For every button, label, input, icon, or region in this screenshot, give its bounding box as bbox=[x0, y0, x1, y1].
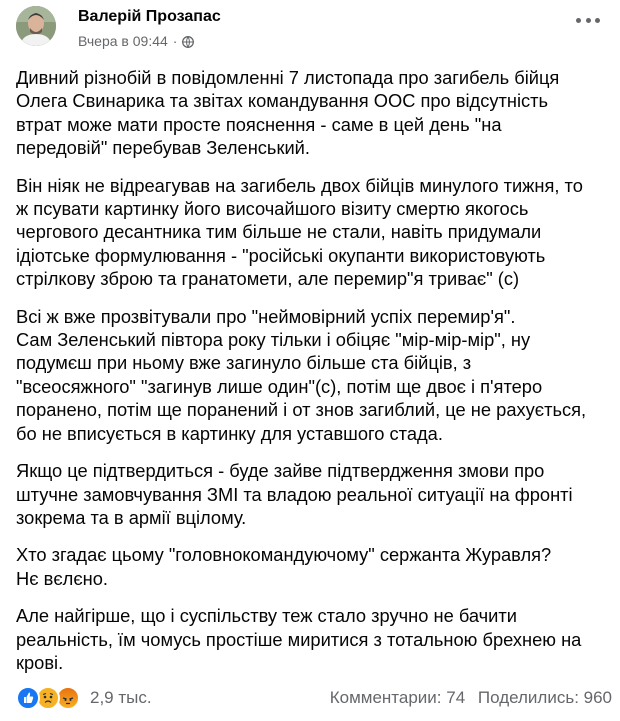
post-paragraph: Хто згадає цьому "головнокомандуючому" сержанта Журавля? Нє вєлєно. bbox=[16, 544, 552, 589]
meta-separator: · bbox=[172, 33, 178, 49]
more-options-icon[interactable] bbox=[576, 14, 600, 26]
globe-icon[interactable] bbox=[182, 35, 194, 47]
post-text bbox=[16, 66, 612, 688]
post-stats bbox=[330, 688, 612, 708]
post-paragraph: Він ніяк не відреагував на загибель двох бійців минулого тижня, то ж псувати картинку його височайшого візиту смертю якогось чергового десантника тим більше не стали, навіть придумали ідіотське формулювання - "російські окупанти використовують стрілкову зброю та гранатомети, але перемир"я триває" (с) bbox=[16, 174, 583, 290]
post-timestamp[interactable]: Вчера в 09:44 bbox=[78, 33, 168, 49]
like-icon bbox=[16, 686, 40, 710]
reactions-summary[interactable] bbox=[16, 686, 80, 710]
shares-count[interactable]: Поделились: 960 bbox=[477, 688, 612, 707]
post-footer bbox=[16, 685, 612, 711]
post-paragraph: Всі ж вже прозвітували про "неймовірний успіх перемир'я". Сам Зеленський півтора року тільки і обіцяє "мір-мір-мір", ну подумєш при ньому вже загинуло більше ста бійців, з "всеосяжного" "загинув лише один"(с), потім ще двоє і п'ятеро поранено, потім ще поранений і от знов загиблий, це не рахується, бо не вписується в картинку для уставшого стада. bbox=[16, 305, 587, 444]
post-paragraph: Дивний різнобій в повідомленні 7 листопада про загибель бійця Олега Свинарика та звітах командування ООС про відсутність втрат може мати просте пояснення - саме в цей день "на передовій" перебував Зеленський. bbox=[16, 67, 560, 159]
reaction-count[interactable]: 2,9 тыс. bbox=[90, 688, 152, 707]
post-paragraph: Але найгірше, що і суспільству теж стало зручно не бачити реальність, їм чомусь простіше миритися з тотальною брехнею на крові. bbox=[16, 605, 582, 673]
author-name[interactable]: Валерій Прозапас bbox=[78, 8, 221, 25]
avatar[interactable] bbox=[16, 6, 56, 46]
avatar-photo bbox=[16, 6, 56, 46]
post-paragraph: Якщо це підтвердиться - буде зайве підтвердження змови про штучне замовчування ЗМІ та владою реальної ситуації на фронті зокрема та в армії вцілому. bbox=[16, 460, 573, 528]
comments-count[interactable]: Комментарии: 74 bbox=[329, 688, 466, 707]
post-meta bbox=[78, 33, 194, 49]
